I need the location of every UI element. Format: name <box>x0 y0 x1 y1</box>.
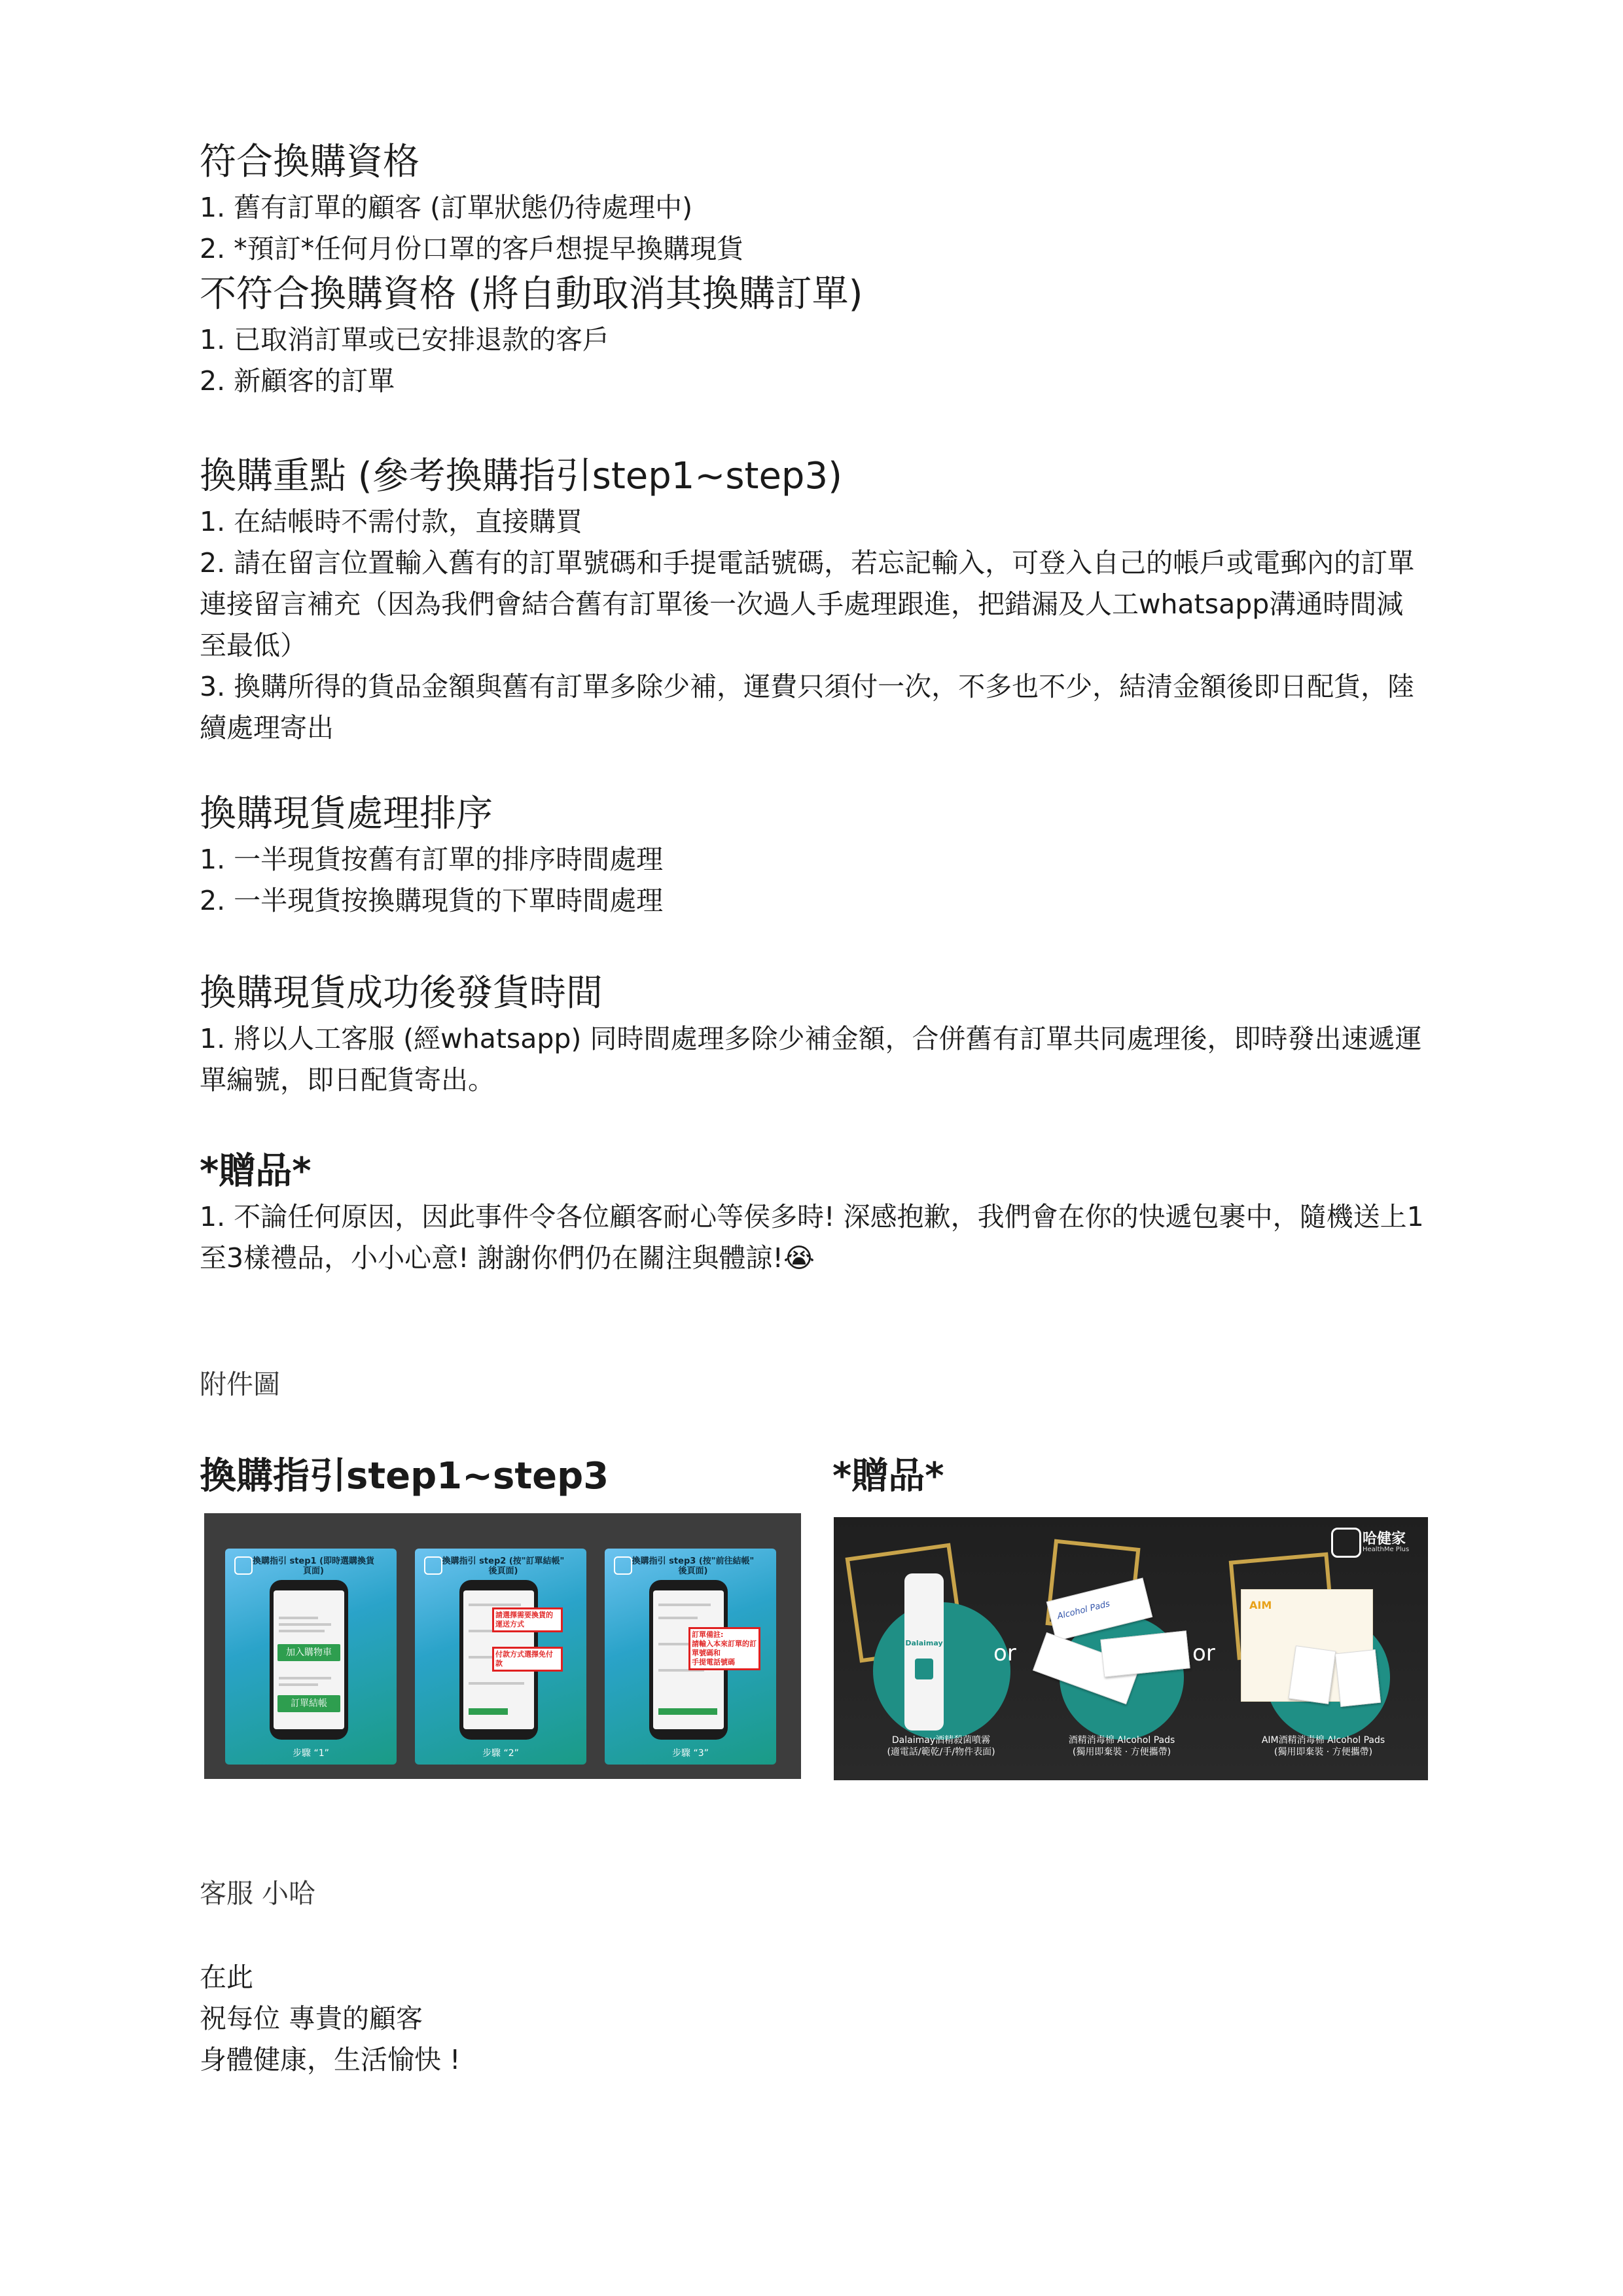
checkout-button: 訂單結帳 <box>277 1695 340 1712</box>
step-label: 步驟 “2” <box>482 1748 519 1759</box>
phone-screen <box>274 1590 344 1729</box>
gift-title: *贈品* <box>832 1455 944 1498</box>
phone-mockup <box>270 1580 348 1740</box>
add-to-cart-button: 加入購物車 <box>277 1644 340 1661</box>
list-item: 3. 換購所得的貨品金額與舊有訂單多除少補，運費只須付一次，不多也不少，結清金額後即日配貨，陸續處理寄出 <box>200 671 1415 744</box>
guide-panel-step2 <box>415 1549 586 1765</box>
list-item: 2. 一半現貨按換購現貨的下單時間處理 <box>200 885 664 916</box>
section-gift <box>200 1147 1430 1279</box>
list-item: 1. 不論任何原因，因此事件令各位顧客耐心等侯多時! 深感抱歉，我們會在你的快遞包裹中，隨機送上1至3樣禮品，小小心意! 謝謝你們仍在關注與體諒!😭 <box>200 1201 1424 1274</box>
section-title: 換購重點 (參考換購指引step1~step3) <box>200 455 842 497</box>
logo-icon <box>614 1556 632 1575</box>
section-title: 換購現貨成功後發貨時間 <box>200 972 603 1014</box>
product-note: (獨用即棄裝 · 方便攜帶) <box>1072 1747 1171 1757</box>
list-item: 2. *預訂*任何月份口罩的客戶想提早換購現貨 <box>200 233 744 264</box>
section-title: 符合換購資格 <box>200 141 419 183</box>
shield-icon <box>915 1659 933 1679</box>
gift-image <box>834 1517 1428 1780</box>
blessing-line: 在此 <box>200 1962 253 1993</box>
or-label: or <box>993 1640 1016 1666</box>
logo-icon <box>234 1556 253 1575</box>
note-callout: 訂單備註: 請輸入本來訂單的訂單號碼和 手提電話號碼 <box>688 1627 760 1670</box>
list-item: 1. 已取消訂單或已安排退款的客戶 <box>200 324 610 355</box>
list-item: 1. 一半現貨按舊有訂單的排序時間處理 <box>200 844 664 875</box>
product-note: (適電話/範乾/手/物件表面) <box>887 1747 995 1757</box>
brand-name: 哈健家 <box>1363 1531 1406 1547</box>
blessing-line: 身體健康，生活愉快 ! <box>200 2044 461 2075</box>
guide-panel-step3 <box>605 1549 776 1765</box>
panel-title: 換購指引 step3 (按"前往結帳" 後頁面) <box>632 1556 755 1576</box>
section-shipping-time <box>200 969 1430 1101</box>
section-eligible <box>200 137 1430 270</box>
alcohol-pad <box>1289 1645 1336 1704</box>
product-name: 酒精消毒棉 Alcohol Pads <box>1068 1735 1175 1746</box>
list-item: 2. 新顧客的訂單 <box>200 365 395 397</box>
list-item: 2. 請在留言位置輸入舊有的訂單號碼和手提電話號碼，若忘記輸入，可登入自己的帳戶或電郵內的訂單連接留言補充（因為我們會結合舊有訂單後一次過人手處理跟進，把錯漏及人工whatsapp溝通時間減至最低） <box>200 547 1415 661</box>
panel-title: 換購指引 step2 (按"訂單結帳" 後頁面) <box>442 1556 565 1576</box>
product-label <box>1043 1734 1200 1758</box>
section-processing-order <box>200 789 1430 922</box>
note-callout: 請選擇需要換貨的運送方式 <box>492 1607 563 1632</box>
step-label: 步驟 “3” <box>672 1748 709 1759</box>
list-item: 1. 在結帳時不需付款，直接購買 <box>200 506 583 537</box>
brand-sub: HealthMe Plus <box>1363 1546 1410 1553</box>
attachment-label-text: 附件圖 <box>200 1369 280 1400</box>
service-name: 客服 小哈 <box>200 1878 316 1909</box>
pad-text: Alcohol Pads <box>1056 1599 1111 1622</box>
signoff-service <box>200 1873 1430 1914</box>
logo-icon <box>424 1556 442 1575</box>
guide-image <box>204 1513 801 1779</box>
brand-logo-icon <box>1331 1528 1361 1558</box>
product-note: (獨用即棄裝 · 方便攜帶) <box>1274 1747 1373 1757</box>
section-title: 不符合換購資格 (將自動取消其換購訂單) <box>200 273 863 315</box>
or-label: or <box>1192 1640 1215 1666</box>
note-callout: 付款方式選擇免付款 <box>492 1647 563 1672</box>
signoff-blessing <box>200 1957 1430 2081</box>
blessing-line: 祝每位 專貴的顧客 <box>200 2003 423 2034</box>
attachment-label <box>200 1364 1430 1405</box>
guide-panel-step1 <box>225 1549 397 1765</box>
product-name: Dalaimay酒精殺菌噴霧 <box>891 1735 991 1746</box>
bottle-brand: Dalaimay <box>905 1639 943 1647</box>
guide-title: 換購指引step1~step3 <box>200 1455 609 1498</box>
panel-title: 換購指引 step1 (即時選購換貨頁面) <box>252 1556 375 1576</box>
product-label <box>863 1734 1020 1758</box>
product-name: AIM酒精消毒棉 Alcohol Pads <box>1261 1735 1385 1746</box>
aim-brand: AIM <box>1249 1599 1272 1611</box>
section-title: *贈品* <box>200 1150 312 1193</box>
list-item: 1. 將以人工客服 (經whatsapp) 同時間處理多除少補金額，合併舊有訂單共同處理後，即時發出速遞運單編號，即日配貨寄出。 <box>200 1023 1422 1096</box>
section-title: 換購現貨處理排序 <box>200 793 493 835</box>
step-label: 步驟 “1” <box>293 1748 329 1759</box>
list-item: 1. 舊有訂單的顧客 (訂單狀態仍待處理中) <box>200 192 693 223</box>
spray-bottle <box>904 1573 944 1731</box>
product-label <box>1245 1734 1402 1758</box>
alcohol-pad <box>1335 1649 1381 1707</box>
section-ineligible <box>200 270 1430 402</box>
section-key-points <box>200 452 1430 749</box>
